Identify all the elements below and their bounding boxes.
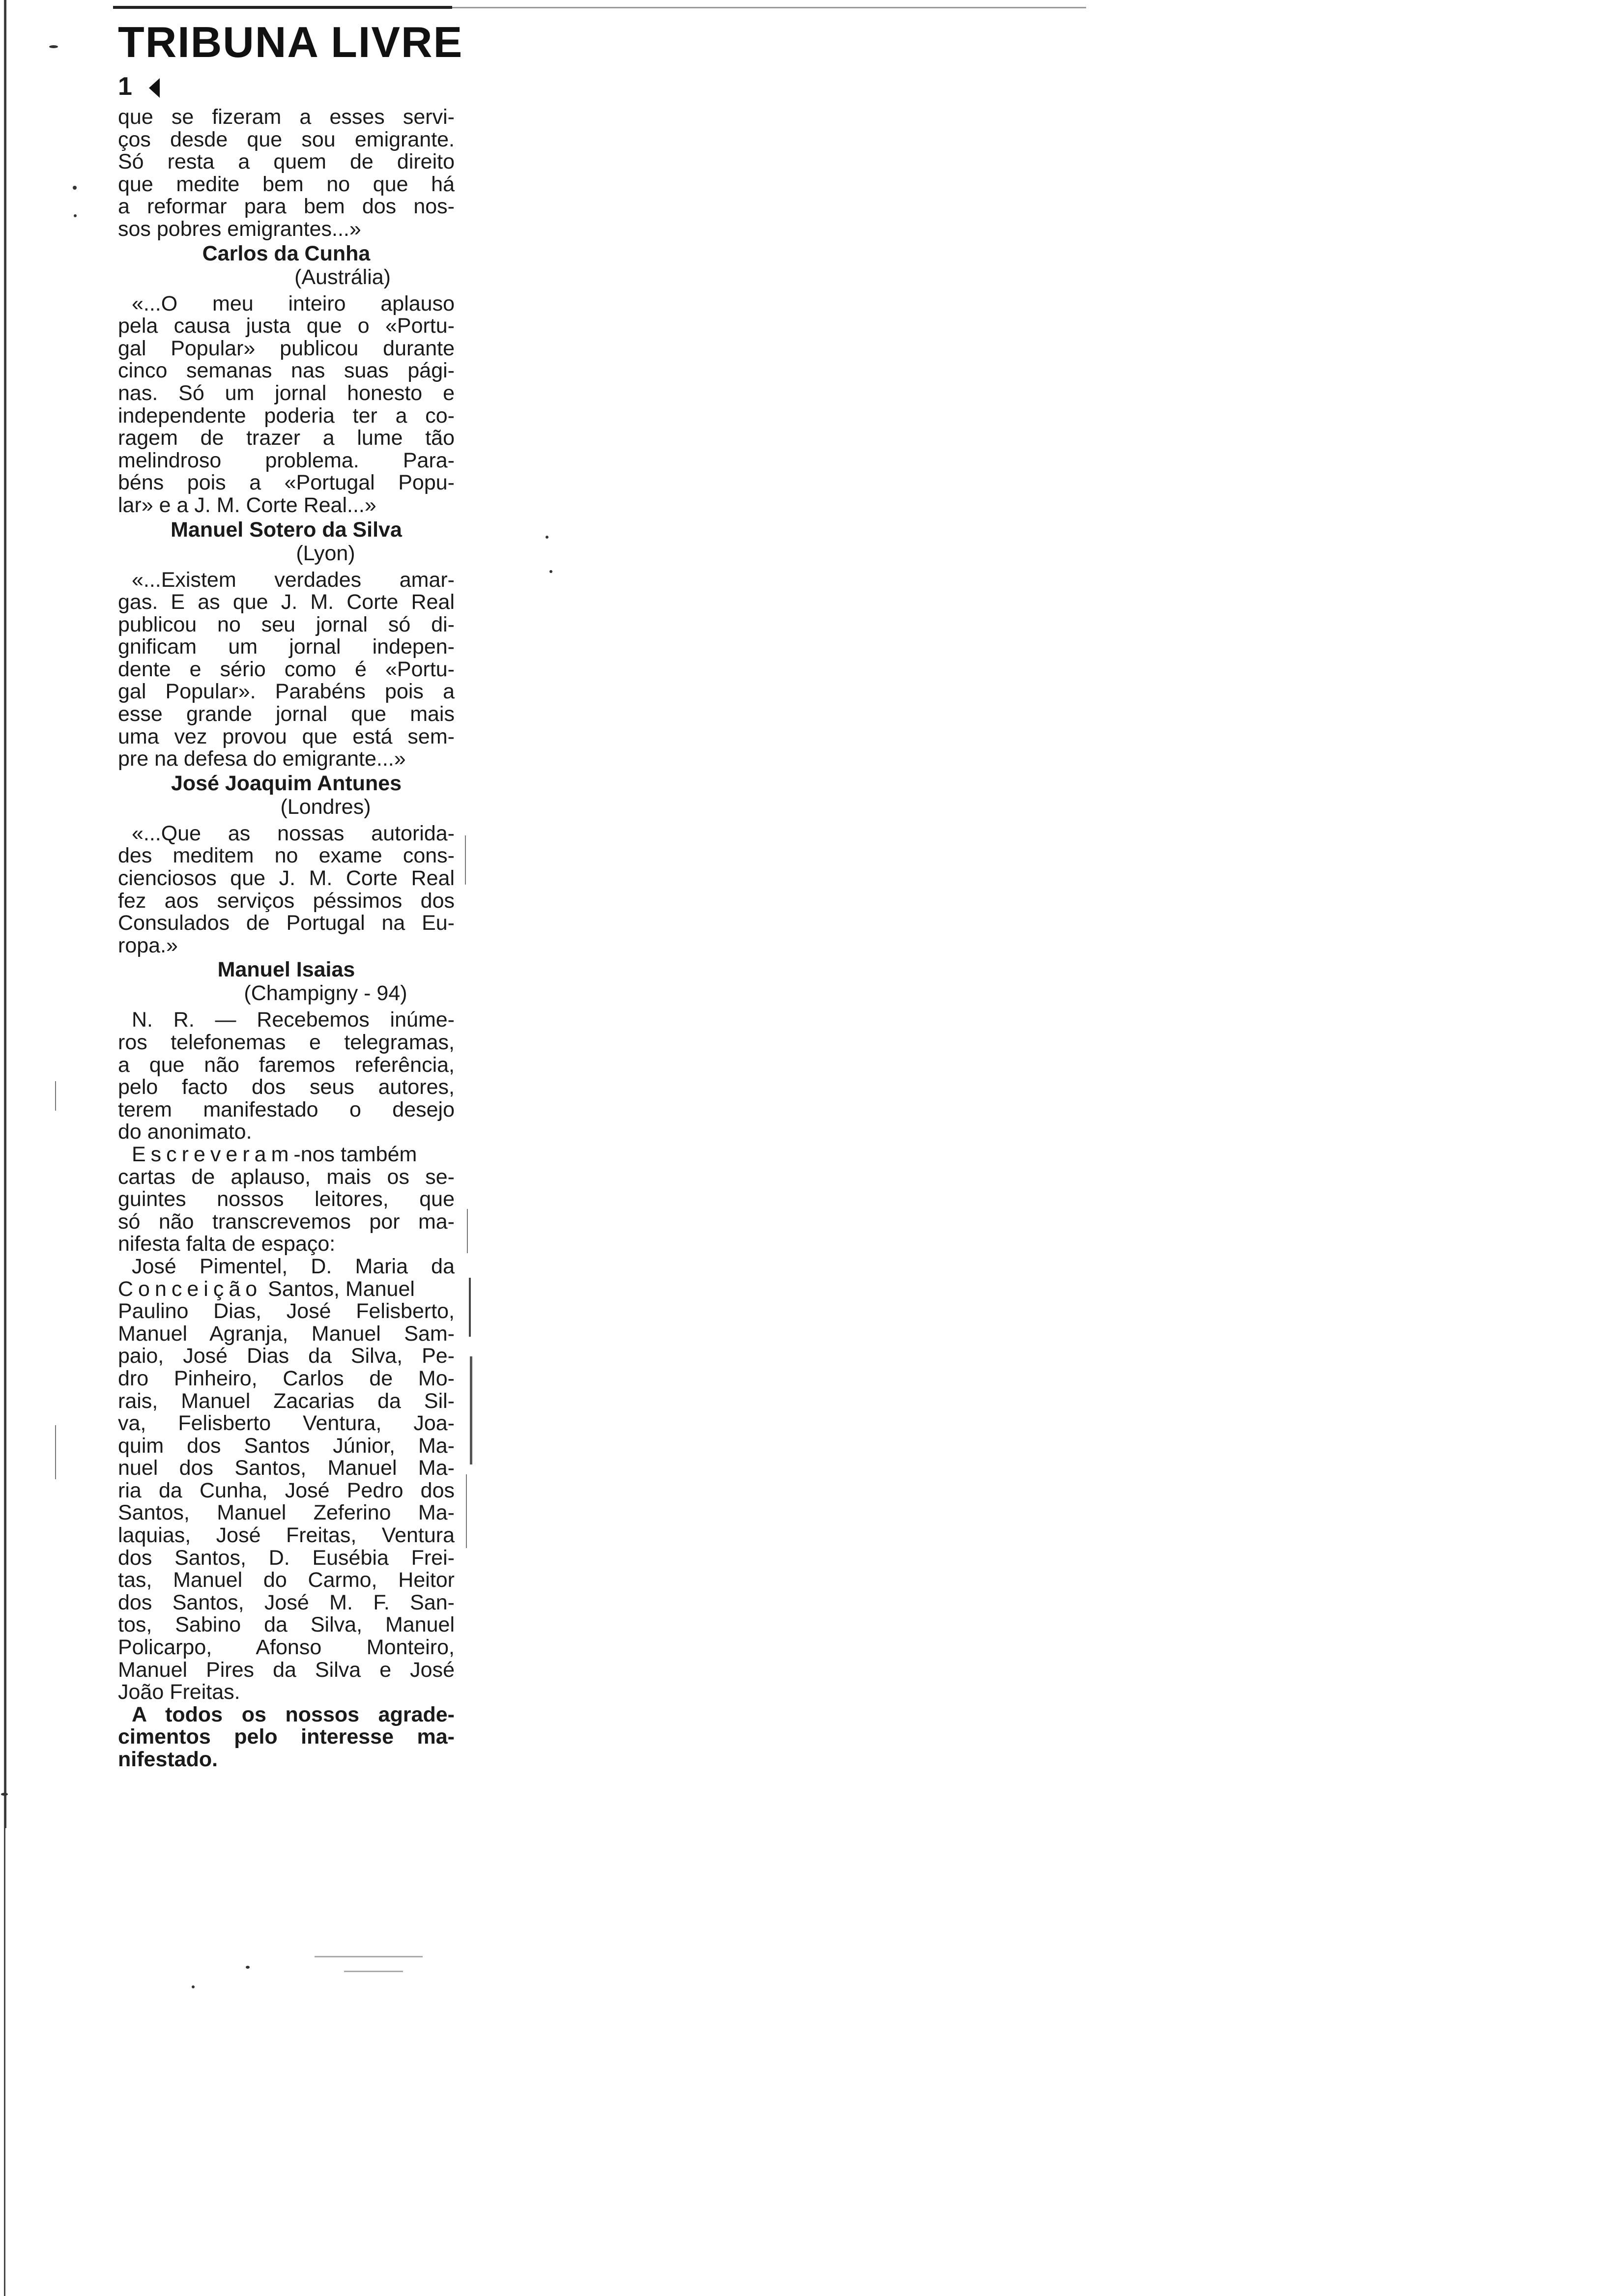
text-line: va, Felisberto Ventura, Joa- — [118, 1411, 455, 1435]
text-line: Paulino Dias, José Felisberto, — [118, 1299, 455, 1323]
text-line: pelo facto dos seus autores, — [118, 1075, 455, 1099]
text-line: Manuel Pires da Silva e José — [118, 1658, 455, 1682]
text-line: gal Popular». Parabéns pois a — [118, 680, 455, 704]
text-line: gas. E as que J. M. Corte Real — [118, 590, 455, 614]
text-line: ços desde que sou emigrante. — [118, 127, 455, 151]
text-line: rais, Manuel Zacarias da Sil- — [118, 1389, 455, 1413]
letter-body — [118, 569, 455, 771]
text-line: José Pimentel, D. Maria da — [132, 1254, 455, 1278]
text-line: esse grande jornal que mais — [118, 702, 455, 726]
letter-signature: José Joaquim Antunes — [171, 771, 402, 795]
text-line — [118, 1144, 455, 1166]
letter-location: (Londres) — [280, 795, 371, 819]
text-line: nas. Só um jornal honesto e — [118, 381, 455, 405]
spaced-word: Escreveram — [132, 1142, 294, 1166]
scan-scratch — [467, 1209, 468, 1253]
text-line: dos Santos, D. Eusébia Frei- — [118, 1546, 455, 1570]
text-line: só não transcrevemos por ma- — [118, 1209, 455, 1234]
text-line: ria da Cunha, José Pedro dos — [118, 1478, 455, 1502]
masthead-rule — [113, 6, 452, 9]
letter-body — [118, 106, 455, 241]
editor-note — [118, 1009, 455, 1771]
scan-scratch — [466, 1474, 467, 1548]
scan-speck — [49, 45, 58, 48]
text-line: sos pobres emigrantes...» — [118, 217, 361, 241]
text-line: ros telefonemas e telegramas, — [118, 1031, 455, 1054]
scan-scratch — [469, 1278, 471, 1337]
text-line: a reformar para bem dos nos- — [118, 195, 455, 219]
scan-speck — [1, 1793, 8, 1796]
note-paragraph — [118, 1256, 455, 1704]
text-line: Consulados de Portugal na Eu- — [118, 911, 455, 935]
text-line: «...Que as nossas autorida- — [132, 821, 455, 845]
scan-speck — [546, 536, 548, 539]
text-line: lar» e a J. M. Corte Real...» — [118, 493, 376, 517]
text-line: tos, Sabino da Silva, Manuel — [118, 1613, 455, 1637]
page-edge-scan-line-lower — [4, 0, 5, 2296]
scan-speck — [549, 570, 552, 573]
text-line: que se fizeram a esses servi- — [118, 105, 455, 129]
text-line: Só resta a quem de direito — [118, 150, 455, 174]
text-line: pre na defesa do emigrante...» — [118, 747, 406, 771]
scan-scratch — [55, 1081, 56, 1111]
text-line: tas, Manuel do Carmo, Heitor — [118, 1568, 455, 1592]
letter-signature: Manuel Sotero da Silva — [171, 517, 402, 542]
scan-scratch — [55, 1425, 56, 1479]
text-line: paio, José Dias da Silva, Pe- — [118, 1344, 455, 1368]
text-line: do anonimato. — [118, 1120, 252, 1144]
note-paragraph — [118, 1704, 455, 1771]
scan-speck — [74, 214, 77, 217]
scan-scratch — [465, 835, 466, 885]
text-line: pela causa justa que o «Portu- — [118, 314, 455, 338]
text-line: guintes nossos leitores, que — [118, 1187, 455, 1211]
text-line: des meditem no exame cons- — [118, 844, 455, 868]
scan-speck — [246, 1966, 250, 1969]
text-line: a que não faremos referência, — [118, 1053, 455, 1077]
text-line: cienciosos que J. M. Corte Real — [118, 866, 455, 890]
reader-letter — [118, 569, 455, 819]
letter-location: (Champigny - 94) — [244, 981, 407, 1005]
letter-body — [118, 293, 455, 517]
text-line: Manuel Agranja, Manuel Sam- — [118, 1321, 455, 1346]
text-line: cimentos pelo interesse ma- — [118, 1725, 455, 1749]
text-line: «...Existem verdades amar- — [132, 568, 455, 592]
text-line: «...O meu inteiro aplauso — [132, 291, 455, 316]
scan-scratch — [470, 1356, 472, 1464]
text-fragment: Santos, Manuel — [268, 1277, 415, 1301]
text-line: Policarpo, Afonso Monteiro, — [118, 1636, 455, 1660]
text-line: que medite bem no que há — [118, 172, 455, 196]
text-line: terem manifestado o desejo — [118, 1097, 455, 1121]
letter-body — [118, 823, 455, 957]
letter-signature: Carlos da Cunha — [202, 241, 371, 265]
text-line: dente e sério como é «Portu- — [118, 657, 455, 681]
text-line: nifesta falta de espaço: — [118, 1232, 336, 1256]
text-line: uma vez provou que está sem- — [118, 724, 455, 748]
text-line: publicou no seu jornal só di- — [118, 612, 455, 636]
scan-speck — [73, 186, 77, 190]
article-column — [118, 18, 463, 1771]
reader-letter — [118, 293, 455, 565]
scan-smudge — [315, 1956, 423, 1957]
reader-letter — [118, 106, 455, 289]
text-line — [118, 1278, 455, 1301]
text-line: independente poderia ter a co- — [118, 403, 455, 428]
note-paragraph — [118, 1144, 455, 1256]
text-line: nifestado. — [118, 1748, 218, 1771]
scan-speck — [192, 1985, 195, 1988]
text-line: quim dos Santos Júnior, Ma- — [118, 1434, 455, 1458]
continued-from-marker — [118, 71, 455, 102]
spaced-word: Conceição — [118, 1277, 262, 1301]
text-line: laquias, José Freitas, Ventura — [118, 1523, 455, 1548]
letter-signature: Manuel Isaias — [217, 958, 355, 982]
text-line: ropa.» — [118, 933, 178, 957]
text-line: gal Popular» publicou durante — [118, 336, 455, 360]
text-line: Santos, Manuel Zeferino Ma- — [118, 1501, 455, 1525]
text-line: A todos os nossos agrade- — [132, 1702, 455, 1726]
section-masthead: TRIBUNA LIVRE — [118, 18, 463, 66]
letter-location: (Lyon) — [296, 541, 355, 565]
continue-arrow-icon — [149, 78, 160, 98]
text-line: nuel dos Santos, Manuel Ma- — [118, 1456, 455, 1480]
text-line: béns pois a «Portugal Popu- — [118, 471, 455, 495]
text-line: melindroso problema. Para- — [118, 448, 455, 472]
text-fragment: -nos também — [293, 1142, 417, 1166]
text-line: fez aos serviços péssimos dos — [118, 889, 455, 913]
text-line: cinco semanas nas suas pági- — [118, 359, 455, 383]
letter-location: (Austrália) — [294, 265, 391, 289]
text-line: N. R. — Recebemos inúme- — [132, 1008, 455, 1032]
scan-smudge — [344, 1971, 403, 1972]
text-line: dro Pinheiro, Carlos de Mo- — [118, 1366, 455, 1390]
text-line: João Freitas. — [118, 1680, 240, 1704]
reader-letter — [118, 823, 455, 1005]
text-line: dos Santos, José M. F. San- — [118, 1590, 455, 1614]
note-paragraph — [118, 1009, 455, 1144]
text-line: gnificam um jornal indepen- — [118, 635, 455, 659]
text-line: ragem de trazer a lume tão — [118, 426, 455, 450]
text-line: cartas de aplauso, mais os se- — [118, 1165, 455, 1189]
continued-page-number: 1 — [118, 72, 132, 101]
